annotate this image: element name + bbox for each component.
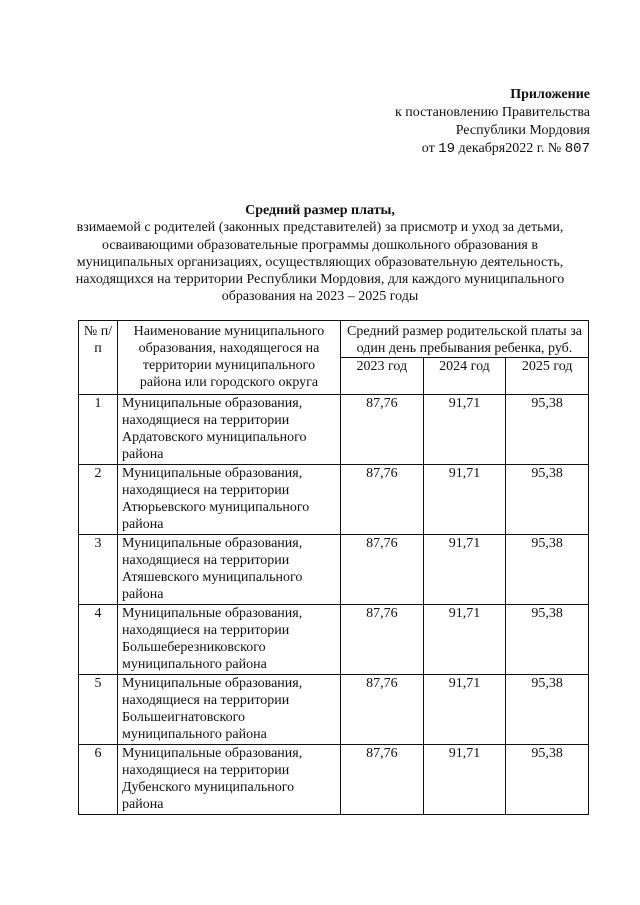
row-value-2023: 87,76	[341, 395, 424, 465]
row-name: Муниципальные образования, находящиеся на территории Большеигнатовского муниципального района	[118, 675, 341, 745]
fee-table	[78, 320, 589, 815]
header-average-fee: Средний размер родительской платы за один день пребывания ребенка, руб.	[341, 321, 589, 358]
row-value-2024: 91,71	[423, 675, 506, 745]
row-value-2025: 95,38	[506, 465, 589, 535]
row-value-2025: 95,38	[506, 605, 589, 675]
row-number: 6	[79, 745, 118, 815]
row-value-2025: 95,38	[506, 395, 589, 465]
row-value-2023: 87,76	[341, 605, 424, 675]
row-value-2024: 91,71	[423, 605, 506, 675]
header-year-2024: 2024 год	[423, 358, 506, 395]
appendix-line-1: к постановлению Правительства	[394, 105, 590, 120]
row-value-2023: 87,76	[341, 465, 424, 535]
date-month-year: декабря2022 г. №	[458, 141, 562, 156]
header-year-2025: 2025 год	[506, 358, 589, 395]
row-value-2023: 87,76	[341, 675, 424, 745]
table-row	[79, 535, 589, 605]
header-num: № п/п	[79, 321, 118, 395]
document-heading	[70, 202, 570, 306]
document-number: 807	[564, 141, 590, 157]
row-value-2023: 87,76	[341, 535, 424, 605]
table-row	[79, 675, 589, 745]
row-value-2024: 91,71	[423, 535, 506, 605]
row-value-2025: 95,38	[506, 745, 589, 815]
table-row	[79, 745, 589, 815]
appendix-title: Приложение	[510, 87, 590, 102]
appendix-line-2: Республики Мордовия	[455, 123, 590, 138]
row-value-2024: 91,71	[423, 395, 506, 465]
row-value-2025: 95,38	[506, 675, 589, 745]
appendix-date-line	[395, 140, 590, 158]
row-value-2023: 87,76	[341, 745, 424, 815]
table-row	[79, 395, 589, 465]
document-subtitle: взимаемой с родителей (законных представителей) за присмотр и уход за детьми, осваивающими образовательные программы дошкольного образования в муниципальных организациях, осуществляющих образовательную деятельность, находящихся на территории Республики Мордовия, для каждого муниципального образования на 2023 – 2025 годы	[75, 220, 565, 305]
row-name: Муниципальные образования, находящиеся на территории Атяшевского муниципального района	[118, 535, 341, 605]
row-number: 4	[79, 605, 118, 675]
header-name: Наименование муниципального образования, находящегося на территории муниципального района или городского округа	[118, 321, 341, 395]
row-value-2024: 91,71	[423, 745, 506, 815]
row-name: Муниципальные образования, находящиеся на территории Ардатовского муниципального района	[118, 395, 341, 465]
row-number: 1	[79, 395, 118, 465]
row-name: Муниципальные образования, находящиеся на территории Дубенского муниципального района	[118, 745, 341, 815]
row-value-2024: 91,71	[423, 465, 506, 535]
row-name: Муниципальные образования, находящиеся на территории Атюрьевского муниципального района	[118, 465, 341, 535]
row-number: 2	[79, 465, 118, 535]
row-number: 3	[79, 535, 118, 605]
date-prefix: от	[421, 141, 435, 156]
header-year-2023: 2023 год	[341, 358, 424, 395]
row-name: Муниципальные образования, находящиеся на территории Большеберезниковского муниципального района	[118, 605, 341, 675]
row-number: 5	[79, 675, 118, 745]
date-day: 19	[438, 141, 456, 157]
appendix-block	[395, 86, 590, 158]
row-value-2025: 95,38	[506, 535, 589, 605]
table-row	[79, 605, 589, 675]
document-title: Средний размер платы,	[245, 203, 395, 218]
table-row	[79, 465, 589, 535]
